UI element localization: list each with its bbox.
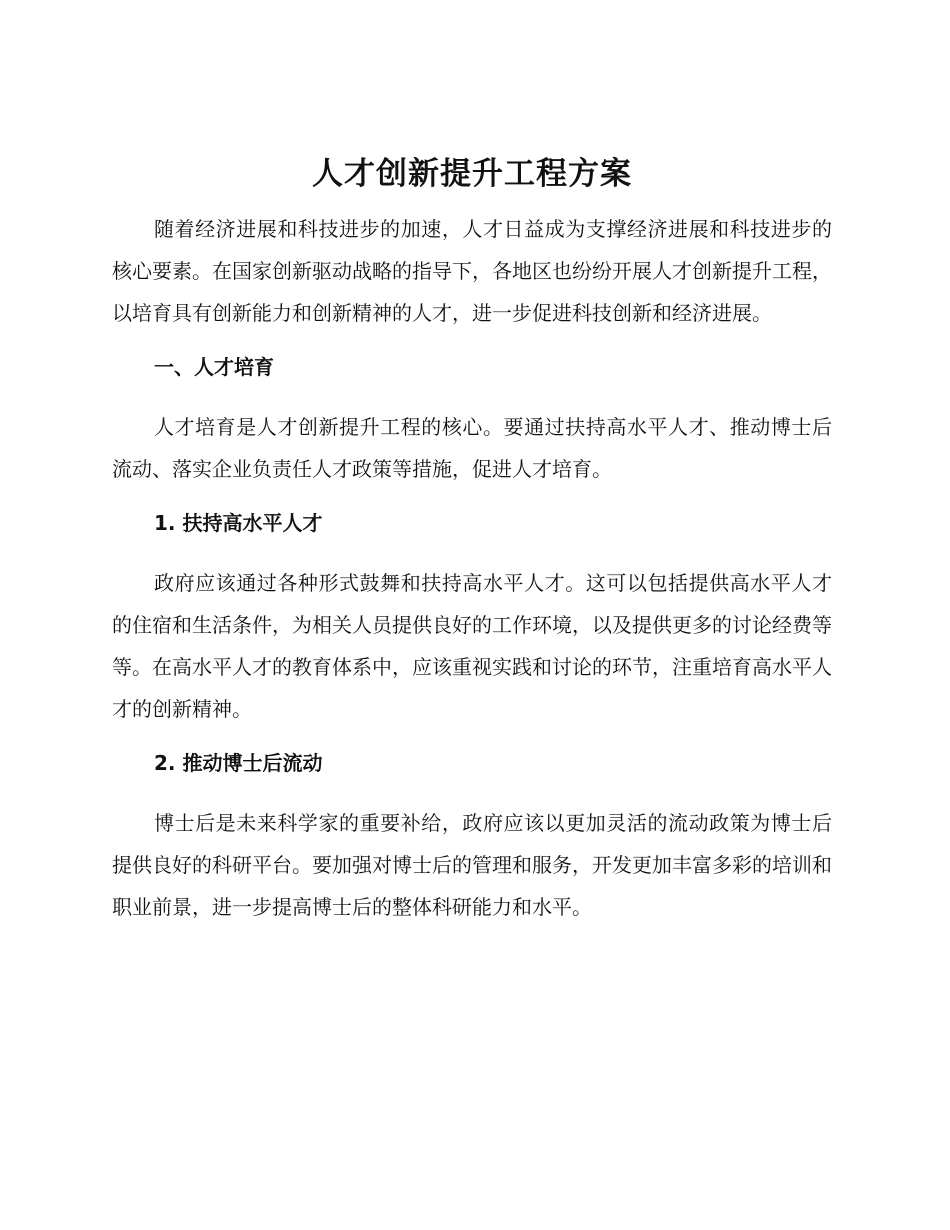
spacer (112, 730, 832, 742)
section-paragraph-talent-cultivation: 人才培育是人才创新提升工程的核心。要通过扶持高水平人才、推动博士后流动、落实企业负责任人才政策等措施，促进人才培育。 (112, 415, 832, 481)
spacer (112, 490, 832, 502)
spacer (112, 334, 832, 346)
section-heading-talent-cultivation: 一、人才培育 (154, 355, 274, 379)
document-body (112, 148, 832, 928)
subsection-paragraph-postdoc-mobility: 博士后是未来科学家的重要补给，政府应该以更加灵活的流动政策为博士后提供良好的科研平台。要加强对博士后的管理和服务，开发更加丰富多彩的培训和职业前景，进一步提高博士后的整体科研能力和水平。 (112, 811, 832, 919)
spacer (112, 784, 832, 802)
subsection-heading-high-level-talent: 1. 扶持高水平人才 (154, 511, 323, 535)
spacer (112, 388, 832, 406)
document-title: 人才创新提升工程方案 (312, 156, 632, 192)
subsection-paragraph-high-level-talent: 政府应该通过各种形式鼓舞和扶持高水平人才。这可以包括提供高水平人才的住宿和生活条件，为相关人员提供良好的工作环境，以及提供更多的讨论经费等等。在高水平人才的教育体系中，应该重视实践和讨论的环节，注重培育高水平人才的创新精神。 (112, 571, 832, 721)
intro-paragraph: 随着经济进展和科技进步的加速，人才日益成为支撑经济进展和科技进步的核心要素。在国家创新驱动战略的指导下，各地区也纷纷开展人才创新提升工程，以培育具有创新能力和创新精神的人才，进一步促进科技创新和经济进展。 (112, 217, 832, 325)
spacer (112, 544, 832, 562)
subsection-heading-postdoc-mobility: 2. 推动博士后流动 (154, 751, 323, 775)
